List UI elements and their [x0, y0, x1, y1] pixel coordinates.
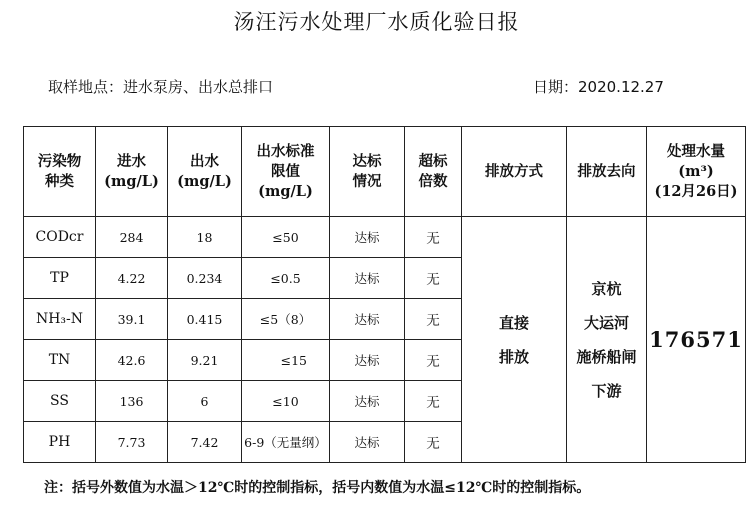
status-value: 达标	[330, 422, 405, 463]
outflow-value: 9.21	[168, 340, 242, 381]
sampling-location: 取样地点：进水泵房、出水总排口	[48, 78, 274, 96]
inflow-value: 39.1	[96, 299, 168, 340]
table-row	[24, 217, 746, 258]
status-value: 达标	[330, 217, 405, 258]
inflow-value: 4.22	[96, 258, 168, 299]
limit-value: ≤5（8）	[242, 299, 330, 340]
report-title: 汤汪污水处理厂水质化验日报	[233, 10, 520, 34]
limit-value: ≤15	[242, 340, 330, 381]
outflow-value: 6	[168, 381, 242, 422]
header-row	[24, 127, 746, 217]
exceed-value: 无	[405, 299, 462, 340]
exceed-value: 无	[405, 340, 462, 381]
header-inflow: 进水 (mg/L)	[96, 127, 168, 217]
status-value: 达标	[330, 340, 405, 381]
inflow-value: 284	[96, 217, 168, 258]
header-compliance: 达标 情况	[330, 127, 405, 217]
header-volume: 处理水量 (m³) (12月26日)	[647, 127, 746, 217]
pollutant-name: PH	[24, 422, 96, 463]
pollutant-name: TN	[24, 340, 96, 381]
pollutant-name: CODcr	[24, 217, 96, 258]
header-limit: 出水标准 限值 (mg/L)	[242, 127, 330, 217]
treated-volume-cell: 176571	[647, 217, 746, 463]
pollutant-name: NH₃-N	[24, 299, 96, 340]
inflow-value: 7.73	[96, 422, 168, 463]
limit-value: 6-9（无量纲）	[242, 422, 330, 463]
header-discharge-dest: 排放去向	[567, 127, 647, 217]
outflow-value: 0.234	[168, 258, 242, 299]
header-pollutant: 污染物 种类	[24, 127, 96, 217]
limit-value: ≤50	[242, 217, 330, 258]
water-quality-table	[23, 126, 746, 463]
status-value: 达标	[330, 258, 405, 299]
header-outflow: 出水 (mg/L)	[168, 127, 242, 217]
exceed-value: 无	[405, 258, 462, 299]
inflow-value: 42.6	[96, 340, 168, 381]
outflow-value: 18	[168, 217, 242, 258]
header-exceed: 超标 倍数	[405, 127, 462, 217]
status-value: 达标	[330, 381, 405, 422]
exceed-value: 无	[405, 217, 462, 258]
limit-value: ≤10	[242, 381, 330, 422]
outflow-value: 0.415	[168, 299, 242, 340]
status-value: 达标	[330, 299, 405, 340]
inflow-value: 136	[96, 381, 168, 422]
discharge-method-cell: 直接 排放	[462, 217, 567, 463]
header-discharge-method: 排放方式	[462, 127, 567, 217]
footnote: 注：括号外数值为水温＞12℃时的控制指标，括号内数值为水温≤12℃时的控制指标。	[44, 480, 591, 496]
pollutant-name: TP	[24, 258, 96, 299]
outflow-value: 7.42	[168, 422, 242, 463]
limit-value: ≤0.5	[242, 258, 330, 299]
exceed-value: 无	[405, 381, 462, 422]
pollutant-name: SS	[24, 381, 96, 422]
discharge-dest-cell: 京杭 大运河 施桥船闸 下游	[567, 217, 647, 463]
exceed-value: 无	[405, 422, 462, 463]
report-date: 日期：2020.12.27	[533, 78, 664, 96]
